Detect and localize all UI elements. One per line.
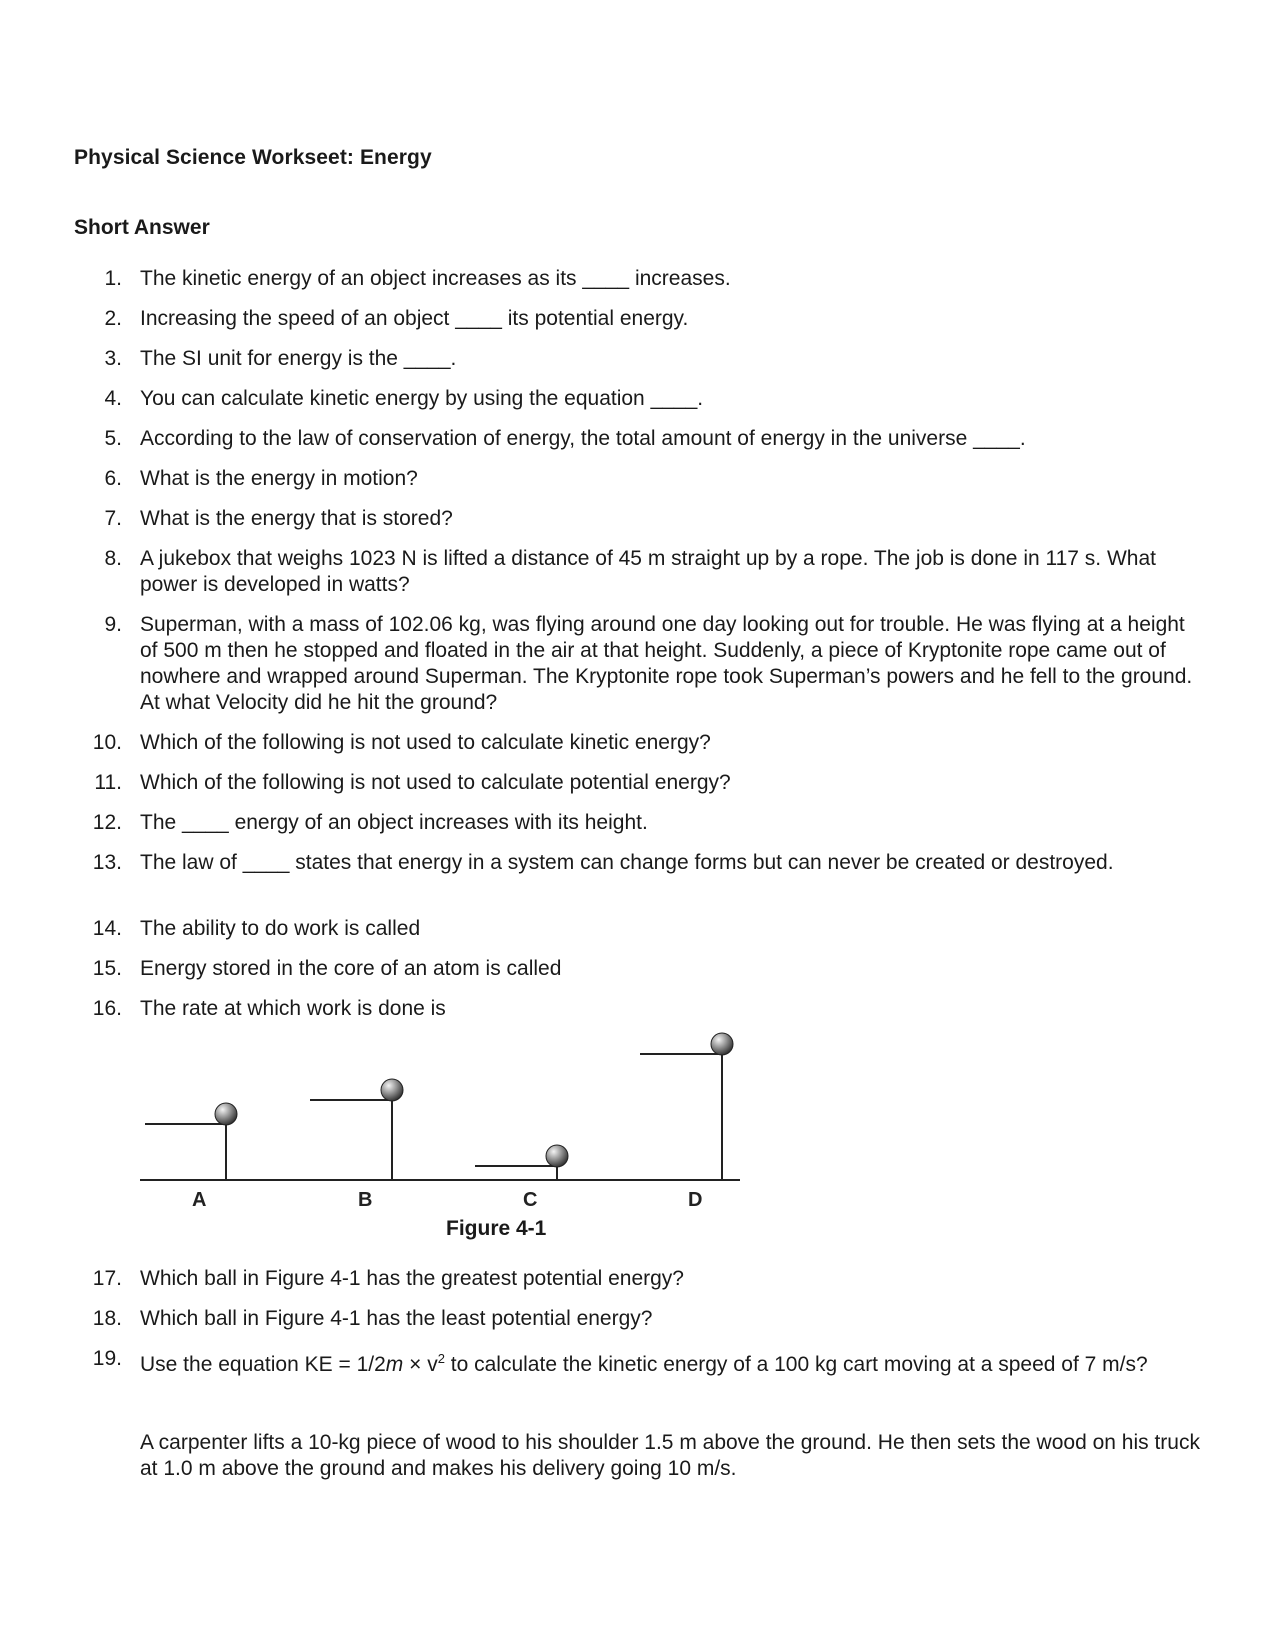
question-number: 12. xyxy=(92,811,122,834)
carpenter-scenario: A carpenter lifts a 10-kg piece of wood to his shoulder 1.5 m above the ground. He then sets the wood on his truck at 1.0 m above the ground and makes his delivery going 10 m/s. xyxy=(140,1431,1200,1480)
question-text: You can calculate kinetic energy by using the equation ____. xyxy=(140,387,704,410)
question-number: 8. xyxy=(104,547,122,570)
figure-label-b: B xyxy=(358,1189,373,1211)
question-number: 19. xyxy=(92,1347,122,1370)
question-text: The ____ energy of an object increases with its height. xyxy=(140,811,648,834)
question-text: What is the energy that is stored? xyxy=(140,507,453,530)
question-text: The rate at which work is done is xyxy=(140,997,446,1020)
question-number: 4. xyxy=(104,387,122,410)
question-text: According to the law of conservation of energy, the total amount of energy in the universe ____. xyxy=(140,427,1026,450)
question-number: 17. xyxy=(92,1267,122,1290)
equation-times-velocity: × v xyxy=(403,1353,438,1376)
question-text xyxy=(140,1346,1195,1378)
figure-label-d: D xyxy=(688,1189,703,1211)
question-number: 13. xyxy=(92,851,122,874)
question-number: 9. xyxy=(104,613,122,636)
figure-4-1 xyxy=(130,1020,750,1220)
equation-prefix: Use the equation KE = 1/2 xyxy=(140,1353,386,1376)
question-number: 16. xyxy=(92,997,122,1020)
section-heading: Short Answer xyxy=(74,216,210,239)
equation-exponent: 2 xyxy=(437,1351,445,1366)
question-text: The ability to do work is called xyxy=(140,917,421,940)
question-text: Superman, with a mass of 102.06 kg, was flying around one day looking out for trouble. He was flying at a height of 500 m then he stopped and floated in the air at that height. Suddenly, a piece of Kryptonite rope came out of nowhere and wrapped around Superman. The Kryptonite rope took Superman’s powers and he fell to the ground. At what Velocity did he hit the ground? xyxy=(140,613,1193,714)
question-text: What is the energy in motion? xyxy=(140,467,418,490)
equation-suffix: to calculate the kinetic energy of a 100 kg cart moving at a speed of 7 m/s? xyxy=(444,1353,1148,1376)
question-number: 2. xyxy=(104,307,122,330)
question-number: 10. xyxy=(92,731,122,754)
question-number: 18. xyxy=(92,1307,122,1330)
question-number: 11. xyxy=(94,771,122,794)
ball-a xyxy=(215,1103,237,1125)
ball-b xyxy=(381,1079,403,1101)
question-text: The kinetic energy of an object increases as its ____ increases. xyxy=(140,267,731,290)
figure-4-1-diagram xyxy=(130,1020,750,1220)
question-text: Energy stored in the core of an atom is called xyxy=(140,957,562,980)
ball-c xyxy=(546,1145,568,1167)
ball-d xyxy=(711,1033,733,1055)
question-number: 5. xyxy=(104,427,122,450)
figure-label-a: A xyxy=(192,1189,207,1211)
question-text: Which ball in Figure 4-1 has the greatest potential energy? xyxy=(140,1267,684,1290)
question-number: 15. xyxy=(92,957,122,980)
question-text: The law of ____ states that energy in a system can change forms but can never be created or destroyed. xyxy=(140,851,1114,874)
question-number: 3. xyxy=(104,347,122,370)
question-text: A jukebox that weighs 1023 N is lifted a distance of 45 m straight up by a rope. The job is done in 117 s. What power is developed in watts? xyxy=(140,547,1156,596)
equation-mass-symbol: m xyxy=(385,1353,404,1376)
question-text: Which of the following is not used to calculate potential energy? xyxy=(140,771,731,794)
question-text: The SI unit for energy is the ____. xyxy=(140,347,457,370)
question-number: 6. xyxy=(104,467,122,490)
worksheet-title: Physical Science Workseet: Energy xyxy=(74,146,432,169)
question-number: 14. xyxy=(92,917,122,940)
question-text: Which of the following is not used to calculate kinetic energy? xyxy=(140,731,711,754)
question-number: 7. xyxy=(104,507,122,530)
question-text: Which ball in Figure 4-1 has the least potential energy? xyxy=(140,1307,653,1330)
question-number: 1. xyxy=(104,267,122,290)
figure-label-c: C xyxy=(523,1189,538,1211)
figure-caption: Figure 4-1 xyxy=(446,1217,547,1240)
question-text: Increasing the speed of an object ____ its potential energy. xyxy=(140,307,689,330)
